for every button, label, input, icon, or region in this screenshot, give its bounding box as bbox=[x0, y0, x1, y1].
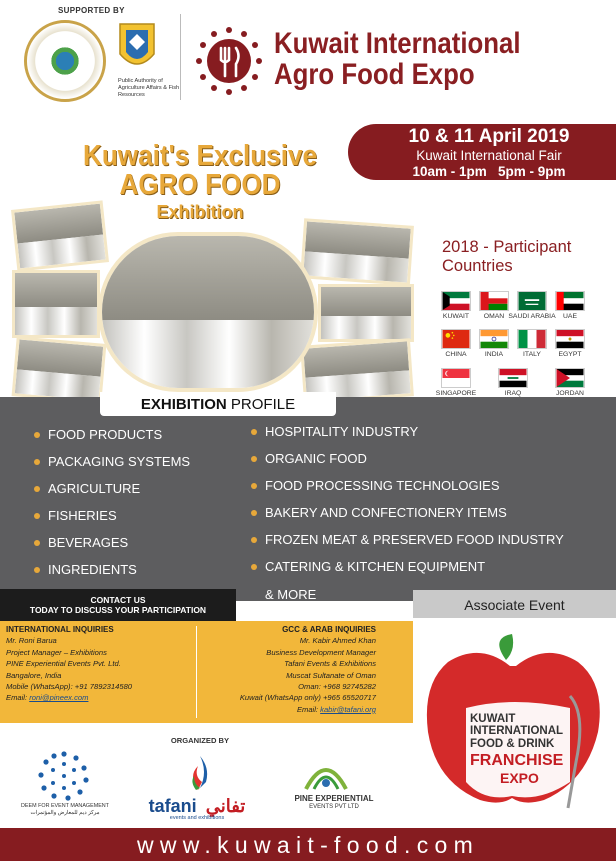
deem-arabic-name: مركز ديم للمعارض والمؤتمرات bbox=[30, 810, 100, 816]
tafani-logo-text bbox=[142, 796, 252, 821]
exhibition-photo bbox=[11, 200, 109, 271]
country-label: JORDAN bbox=[556, 390, 584, 397]
profile-item: FROZEN MEAT & PRESERVED FOOD INDUSTRY bbox=[265, 532, 564, 547]
exhibition-photo bbox=[12, 270, 100, 338]
tafani-name: tafani bbox=[148, 796, 197, 816]
agriculture-authority-seal-logo bbox=[24, 20, 106, 102]
gcc-role: Business Development Manager bbox=[266, 647, 376, 657]
profile-title-rest: PROFILE bbox=[226, 396, 296, 413]
gcc-inquiries bbox=[200, 624, 376, 715]
franchise-logo-line5: EXPO bbox=[500, 770, 539, 786]
intl-email-label: Email: bbox=[6, 693, 30, 703]
profile-item: FISHERIES bbox=[48, 508, 117, 523]
bullet-icon bbox=[251, 483, 257, 489]
kuwait-flag-icon bbox=[441, 291, 471, 311]
headline-line3: Exhibition bbox=[156, 202, 244, 222]
bullet-icon bbox=[34, 513, 40, 519]
intl-company: PINE Experiential Events Pvt. Ltd. bbox=[6, 659, 121, 669]
iraq-flag-icon bbox=[498, 368, 528, 388]
event-dates: 10 & 11 April 2019 bbox=[408, 126, 570, 147]
country-label: EGYPT bbox=[558, 351, 582, 358]
china-flag-icon bbox=[441, 329, 471, 349]
ribbon-cutting-photo bbox=[98, 232, 318, 392]
profile-item: BAKERY AND CONFECTIONERY ITEMS bbox=[265, 505, 507, 520]
organized-by-label: ORGANIZED BY bbox=[170, 736, 230, 745]
pine-name: PINE EXPERIENTIAL bbox=[294, 794, 374, 803]
participants-title-line2: Countries bbox=[442, 257, 513, 275]
participants-title-line1: 2018 - Participant bbox=[442, 238, 572, 256]
jordan-flag-icon bbox=[555, 368, 585, 388]
tafani-flame-logo bbox=[186, 752, 212, 792]
country-label: INDIA bbox=[484, 351, 504, 358]
kuwait-emblem-logo bbox=[114, 20, 160, 76]
profile-item: FOOD PRODUCTS bbox=[48, 427, 163, 442]
franchise-logo-line3: FOOD & DRINK bbox=[470, 738, 555, 750]
event-venue: Kuwait International Fair bbox=[416, 148, 562, 163]
bullet-icon bbox=[251, 510, 257, 516]
bullet-icon bbox=[34, 459, 40, 465]
exhibition-photo bbox=[12, 336, 107, 404]
profile-item: ORGANIC FOOD bbox=[265, 451, 367, 466]
international-inquiries bbox=[6, 624, 192, 704]
italy-flag-icon bbox=[517, 329, 547, 349]
oman-flag-icon bbox=[479, 291, 509, 311]
bullet-icon bbox=[251, 537, 257, 543]
profile-item: PACKAGING SYSTEMS bbox=[48, 454, 191, 469]
profile-title-bold: EXHIBITION bbox=[140, 396, 227, 413]
country-label: ITALY bbox=[523, 351, 541, 358]
tafani-tagline: events and exhibitions bbox=[169, 815, 225, 821]
intl-name: Mr. Roni Barua bbox=[6, 636, 57, 646]
gcc-location: Muscat Sultanate of Oman bbox=[286, 670, 376, 680]
pine-experiential-logo bbox=[302, 755, 350, 793]
country-label: SAUDI ARABIA bbox=[508, 313, 556, 320]
contact-divider bbox=[196, 626, 197, 718]
gcc-oman-phone: Oman: +968 92745282 bbox=[298, 682, 376, 692]
country-label: IRAQ bbox=[504, 390, 522, 397]
main-title-line2: Agro Food Expo bbox=[274, 58, 475, 91]
gcc-email-label: Email: bbox=[296, 704, 321, 714]
bullet-icon bbox=[251, 564, 257, 570]
website-link[interactable]: www.kuwait-food.com bbox=[136, 832, 480, 858]
gcc-name: Mr. Kabir Ahmed Khan bbox=[299, 636, 376, 646]
singapore-flag-icon bbox=[441, 368, 471, 388]
country-label: OMAN bbox=[483, 313, 505, 320]
intl-role: Project Manager – Exhibitions bbox=[6, 647, 107, 657]
gcc-kuwait-phone: Kuwait (WhatsApp only) +965 65520717 bbox=[239, 693, 376, 703]
franchise-logo-line4: FRANCHISE bbox=[470, 752, 564, 769]
intl-heading: INTERNATIONAL INQUIRIES bbox=[6, 625, 114, 634]
pine-logo-text bbox=[286, 794, 382, 812]
franchise-logo-line2: INTERNATIONAL bbox=[470, 725, 564, 737]
event-hours: 10am - 1pm 5pm - 9pm bbox=[412, 164, 566, 179]
authority-name-text: Public Authority of Agriculture Affairs & Fish Resources bbox=[118, 78, 180, 98]
deem-dots-logo bbox=[36, 750, 92, 802]
profile-more: & MORE bbox=[265, 587, 317, 602]
country-label: CHINA bbox=[445, 351, 467, 358]
intl-mobile: Mobile (WhatsApp): +91 7892314580 bbox=[6, 682, 133, 692]
main-title-line1: Kuwait International bbox=[274, 27, 521, 60]
profile-item: HOSPITALITY INDUSTRY bbox=[265, 424, 419, 439]
supported-by-label: SUPPORTED BY bbox=[58, 6, 125, 15]
gcc-email-link[interactable]: kabir@tafani.org bbox=[320, 704, 376, 714]
india-flag-icon bbox=[479, 329, 509, 349]
bullet-icon bbox=[34, 540, 40, 546]
profile-item: INGREDIENTS bbox=[48, 562, 137, 577]
bullet-icon bbox=[34, 432, 40, 438]
bullet-icon bbox=[34, 486, 40, 492]
bullet-icon bbox=[251, 456, 257, 462]
exhibition-photo bbox=[318, 284, 414, 342]
contact-us-heading: CONTACT US bbox=[90, 595, 146, 605]
pine-subname: EVENTS PVT LTD bbox=[309, 804, 359, 810]
profile-item: AGRICULTURE bbox=[48, 481, 141, 496]
headline-line1: Kuwait's Exclusive bbox=[83, 140, 317, 172]
tafani-arabic-name: تفاني bbox=[205, 796, 246, 816]
saudi-arabia-flag-icon bbox=[517, 291, 547, 311]
country-label: SINGAPORE bbox=[435, 390, 477, 397]
headline-line2: AGRO FOOD bbox=[119, 169, 281, 201]
profile-title bbox=[100, 396, 336, 413]
country-label: UAE bbox=[563, 313, 577, 320]
deem-logo-text bbox=[10, 803, 120, 817]
country-label: KUWAIT bbox=[442, 313, 470, 320]
contact-subheading: TODAY TO DISCUSS YOUR PARTICIPATION bbox=[29, 605, 207, 615]
franchise-logo-line1: KUWAIT bbox=[470, 713, 516, 725]
intl-location: Bangalore, India bbox=[6, 670, 62, 680]
profile-item: FOOD PROCESSING TECHNOLOGIES bbox=[265, 478, 500, 493]
exhibition-photo bbox=[300, 218, 414, 286]
plate-fork-knife-icon bbox=[192, 24, 266, 98]
gcc-company: Tafani Events & Exhibitions bbox=[284, 659, 376, 669]
header-divider bbox=[180, 14, 181, 100]
egypt-flag-icon bbox=[555, 329, 585, 349]
bullet-icon bbox=[34, 567, 40, 573]
profile-item: CATERING & KITCHEN EQUIPMENT bbox=[265, 559, 486, 574]
gcc-heading: GCC & ARAB INQUIRIES bbox=[282, 625, 376, 634]
main-title bbox=[274, 28, 558, 90]
profile-item: BEVERAGES bbox=[48, 535, 129, 550]
intl-email-link[interactable]: roni@pineex.com bbox=[29, 693, 89, 703]
participants-title bbox=[442, 238, 612, 276]
associate-event-label: Associate Event bbox=[464, 597, 565, 613]
deem-name: DEEM FOR EVENT MANAGEMENT bbox=[21, 803, 109, 809]
uae-flag-icon bbox=[555, 291, 585, 311]
bullet-icon bbox=[251, 429, 257, 435]
